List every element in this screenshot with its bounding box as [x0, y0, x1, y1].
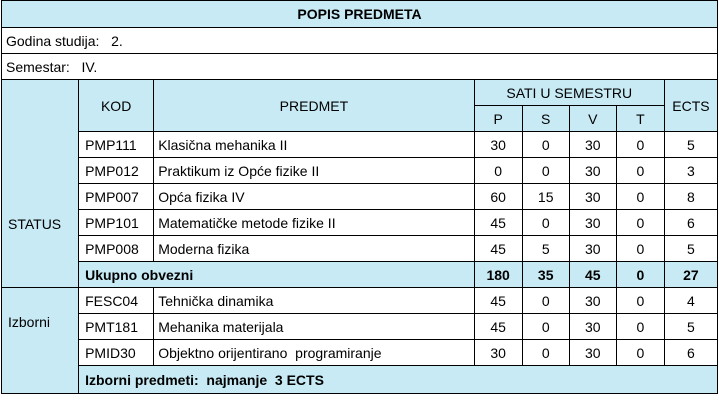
hours-s: 0 — [522, 210, 569, 236]
header-sati: SATI U SEMESTRU — [474, 80, 664, 106]
hours-t: 0 — [616, 184, 664, 210]
status-label: STATUS — [8, 215, 62, 232]
course-name: Opća fizika IV — [154, 184, 474, 210]
hours-p: 0 — [474, 158, 522, 184]
header-v: V — [569, 106, 616, 132]
total-label: Ukupno obvezni — [79, 262, 475, 288]
course-code: PMP008 — [79, 236, 154, 262]
study-year-row — [2, 28, 718, 54]
semester-label: Semestar: — [6, 58, 70, 75]
hours-s: 0 — [522, 340, 569, 366]
course-code: PMP012 — [79, 158, 154, 184]
hours-p: 30 — [474, 132, 522, 158]
course-ects: 3 — [664, 158, 717, 184]
hours-t: 0 — [616, 210, 664, 236]
hours-p: 30 — [474, 340, 522, 366]
course-ects: 4 — [664, 288, 717, 314]
table-row — [2, 132, 718, 158]
hours-p: 60 — [474, 184, 522, 210]
header-s: S — [522, 106, 569, 132]
course-name: Klasična mehanika II — [154, 132, 474, 158]
study-year-value: 2. — [111, 32, 123, 49]
semester-value: IV. — [81, 58, 98, 75]
total-row — [2, 262, 718, 288]
course-name: Praktikum iz Opće fizike II — [154, 158, 474, 184]
course-name: Tehnička dinamika — [154, 288, 474, 314]
elective-note-row — [2, 366, 718, 394]
hours-t: 0 — [616, 236, 664, 262]
hours-v: 30 — [569, 132, 616, 158]
hours-s: 5 — [522, 236, 569, 262]
hours-t: 0 — [616, 314, 664, 340]
hours-p: 45 — [474, 210, 522, 236]
hours-v: 30 — [569, 210, 616, 236]
table-row — [2, 314, 718, 340]
course-code: PMP101 — [79, 210, 154, 236]
table-row — [2, 236, 718, 262]
hours-v: 30 — [569, 314, 616, 340]
course-ects: 5 — [664, 314, 717, 340]
table-row — [2, 340, 718, 366]
hours-v: 30 — [569, 184, 616, 210]
semester-row — [2, 54, 718, 80]
total-ects: 27 — [664, 262, 717, 288]
header-kod: KOD — [79, 80, 154, 132]
course-name: Objektno orijentirano programiranje — [154, 340, 474, 366]
course-code: PMP007 — [79, 184, 154, 210]
table-row — [2, 288, 718, 314]
header-p: P — [474, 106, 522, 132]
course-ects: 5 — [664, 236, 717, 262]
hours-s: 0 — [522, 288, 569, 314]
elective-label: Izborni — [2, 288, 79, 394]
course-ects: 8 — [664, 184, 717, 210]
hours-t: 0 — [616, 158, 664, 184]
course-name: Matematičke metode fizike II — [154, 210, 474, 236]
table-row — [2, 158, 718, 184]
total-s: 35 — [522, 262, 569, 288]
hours-v: 30 — [569, 236, 616, 262]
elective-note: Izborni predmeti: najmanje 3 ECTS — [79, 366, 718, 394]
hours-s: 0 — [522, 132, 569, 158]
course-ects: 6 — [664, 340, 717, 366]
course-ects: 5 — [664, 132, 717, 158]
hours-t: 0 — [616, 340, 664, 366]
course-code: PMP111 — [79, 132, 154, 158]
hours-v: 30 — [569, 340, 616, 366]
hours-s: 0 — [522, 158, 569, 184]
courses-table — [1, 0, 718, 394]
course-name: Mehanika materijala — [154, 314, 474, 340]
table-row — [2, 210, 718, 236]
hours-t: 0 — [616, 288, 664, 314]
total-p: 180 — [474, 262, 522, 288]
hours-v: 30 — [569, 288, 616, 314]
study-year-label: Godina studija: — [6, 32, 100, 49]
status-column-cell — [2, 80, 79, 288]
course-code: PMT181 — [79, 314, 154, 340]
header-predmet: PREDMET — [154, 80, 474, 132]
course-code: PMID30 — [79, 340, 154, 366]
hours-t: 0 — [616, 132, 664, 158]
hours-p: 45 — [474, 314, 522, 340]
table-row — [2, 184, 718, 210]
table-title: POPIS PREDMETA — [2, 1, 718, 28]
total-t: 0 — [616, 262, 664, 288]
header-t: T — [616, 106, 664, 132]
course-name: Moderna fizika — [154, 236, 474, 262]
hours-p: 45 — [474, 288, 522, 314]
hours-s: 15 — [522, 184, 569, 210]
total-v: 45 — [569, 262, 616, 288]
hours-p: 45 — [474, 236, 522, 262]
hours-s: 0 — [522, 314, 569, 340]
header-ects: ECTS — [664, 80, 717, 132]
hours-v: 30 — [569, 158, 616, 184]
course-code: FESC04 — [79, 288, 154, 314]
course-ects: 6 — [664, 210, 717, 236]
